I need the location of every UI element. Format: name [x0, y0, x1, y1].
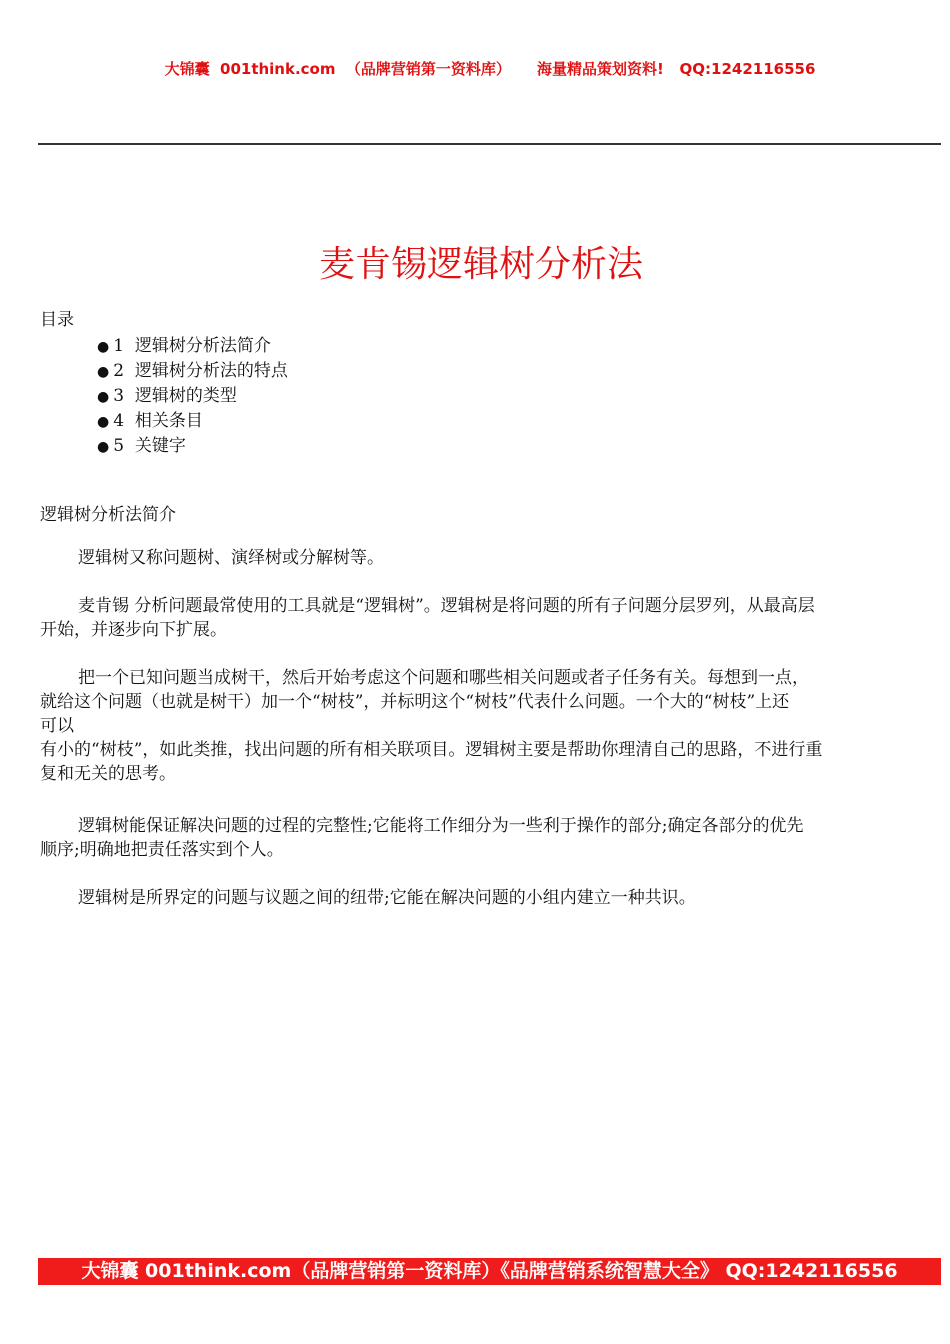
- toc-item-label: 逻辑树分析法简介: [134, 336, 271, 356]
- paragraph-line: 逻辑树是所界定的问题与议题之间的纽带;它能在解决问题的小组内建立一种共识。: [78, 888, 696, 908]
- toc-item[interactable]: [97, 434, 288, 459]
- paragraph-line: 把一个已知问题当成树干，然后开始考虑这个问题和哪些相关问题或者子任务有关。每想到一点，: [78, 668, 809, 688]
- paragraph-line: 可以: [40, 716, 74, 736]
- bullet-icon: ●: [97, 364, 110, 380]
- toc-item-number: 3: [113, 386, 125, 406]
- paragraph-line: 顺序;明确地把责任落实到个人。: [40, 840, 284, 860]
- paragraph-line: 逻辑树能保证解决问题的过程的完整性;它能将工作细分为一些利于操作的部分;确定各部分的优先: [78, 816, 804, 836]
- toc-item-number: 2: [113, 361, 125, 381]
- section-heading: 逻辑树分析法简介: [40, 505, 176, 525]
- toc-item-number: 4: [113, 411, 125, 431]
- bullet-icon: ●: [97, 389, 110, 405]
- toc-item-number: 5: [113, 436, 125, 456]
- toc-item[interactable]: [97, 409, 288, 434]
- paragraph: [40, 594, 940, 642]
- bullet-icon: ●: [97, 414, 110, 430]
- paragraph-line: 麦肯锡 分析问题最常使用的工具就是“逻辑树”。逻辑树是将问题的所有子问题分层罗列，从最高层: [78, 596, 815, 616]
- toc-item-label: 逻辑树分析法的特点: [134, 361, 288, 381]
- paragraph-line: 逻辑树又称问题树、演绎树或分解树等。: [78, 548, 384, 568]
- table-of-contents: [97, 334, 288, 459]
- bullet-icon: ●: [97, 339, 110, 355]
- toc-item[interactable]: [97, 384, 288, 409]
- header-banner-text: 大锦囊 001think.com （品牌营销第一资料库） 海量精品策划资料! QQ:1242116556: [164, 60, 816, 78]
- paragraph: [40, 546, 940, 570]
- document-title: 麦肯锡逻辑树分析法: [318, 244, 643, 286]
- paragraph-line: 开始，并逐步向下扩展。: [40, 620, 227, 640]
- toc-item[interactable]: [97, 334, 288, 359]
- paragraph-line: 复和无关的思考。: [40, 764, 176, 784]
- toc-item-label: 相关条目: [134, 411, 203, 431]
- toc-item-number: 1: [113, 336, 125, 356]
- toc-label: 目录: [40, 310, 74, 330]
- paragraph-line: 就给这个问题（也就是树干）加一个“树枝”，并标明这个“树枝”代表什么问题。一个大的“树枝”上还: [40, 692, 790, 712]
- header-divider: [38, 143, 941, 145]
- toc-item-label: 逻辑树的类型: [134, 386, 237, 406]
- toc-item-label: 关键字: [134, 436, 186, 456]
- footer-banner: 大锦囊 001think.com（品牌营销第一资料库）《品牌营销系统智慧大全》 QQ:1242116556: [38, 1258, 941, 1285]
- paragraph-line: 有小的“树枝”，如此类推，找出问题的所有相关联项目。逻辑树主要是帮助你理清自己的思路，不进行重: [40, 740, 823, 760]
- paragraph: [40, 666, 940, 786]
- bullet-icon: ●: [97, 439, 110, 455]
- paragraph: [40, 814, 940, 862]
- paragraph: [40, 886, 940, 910]
- toc-item[interactable]: [97, 359, 288, 384]
